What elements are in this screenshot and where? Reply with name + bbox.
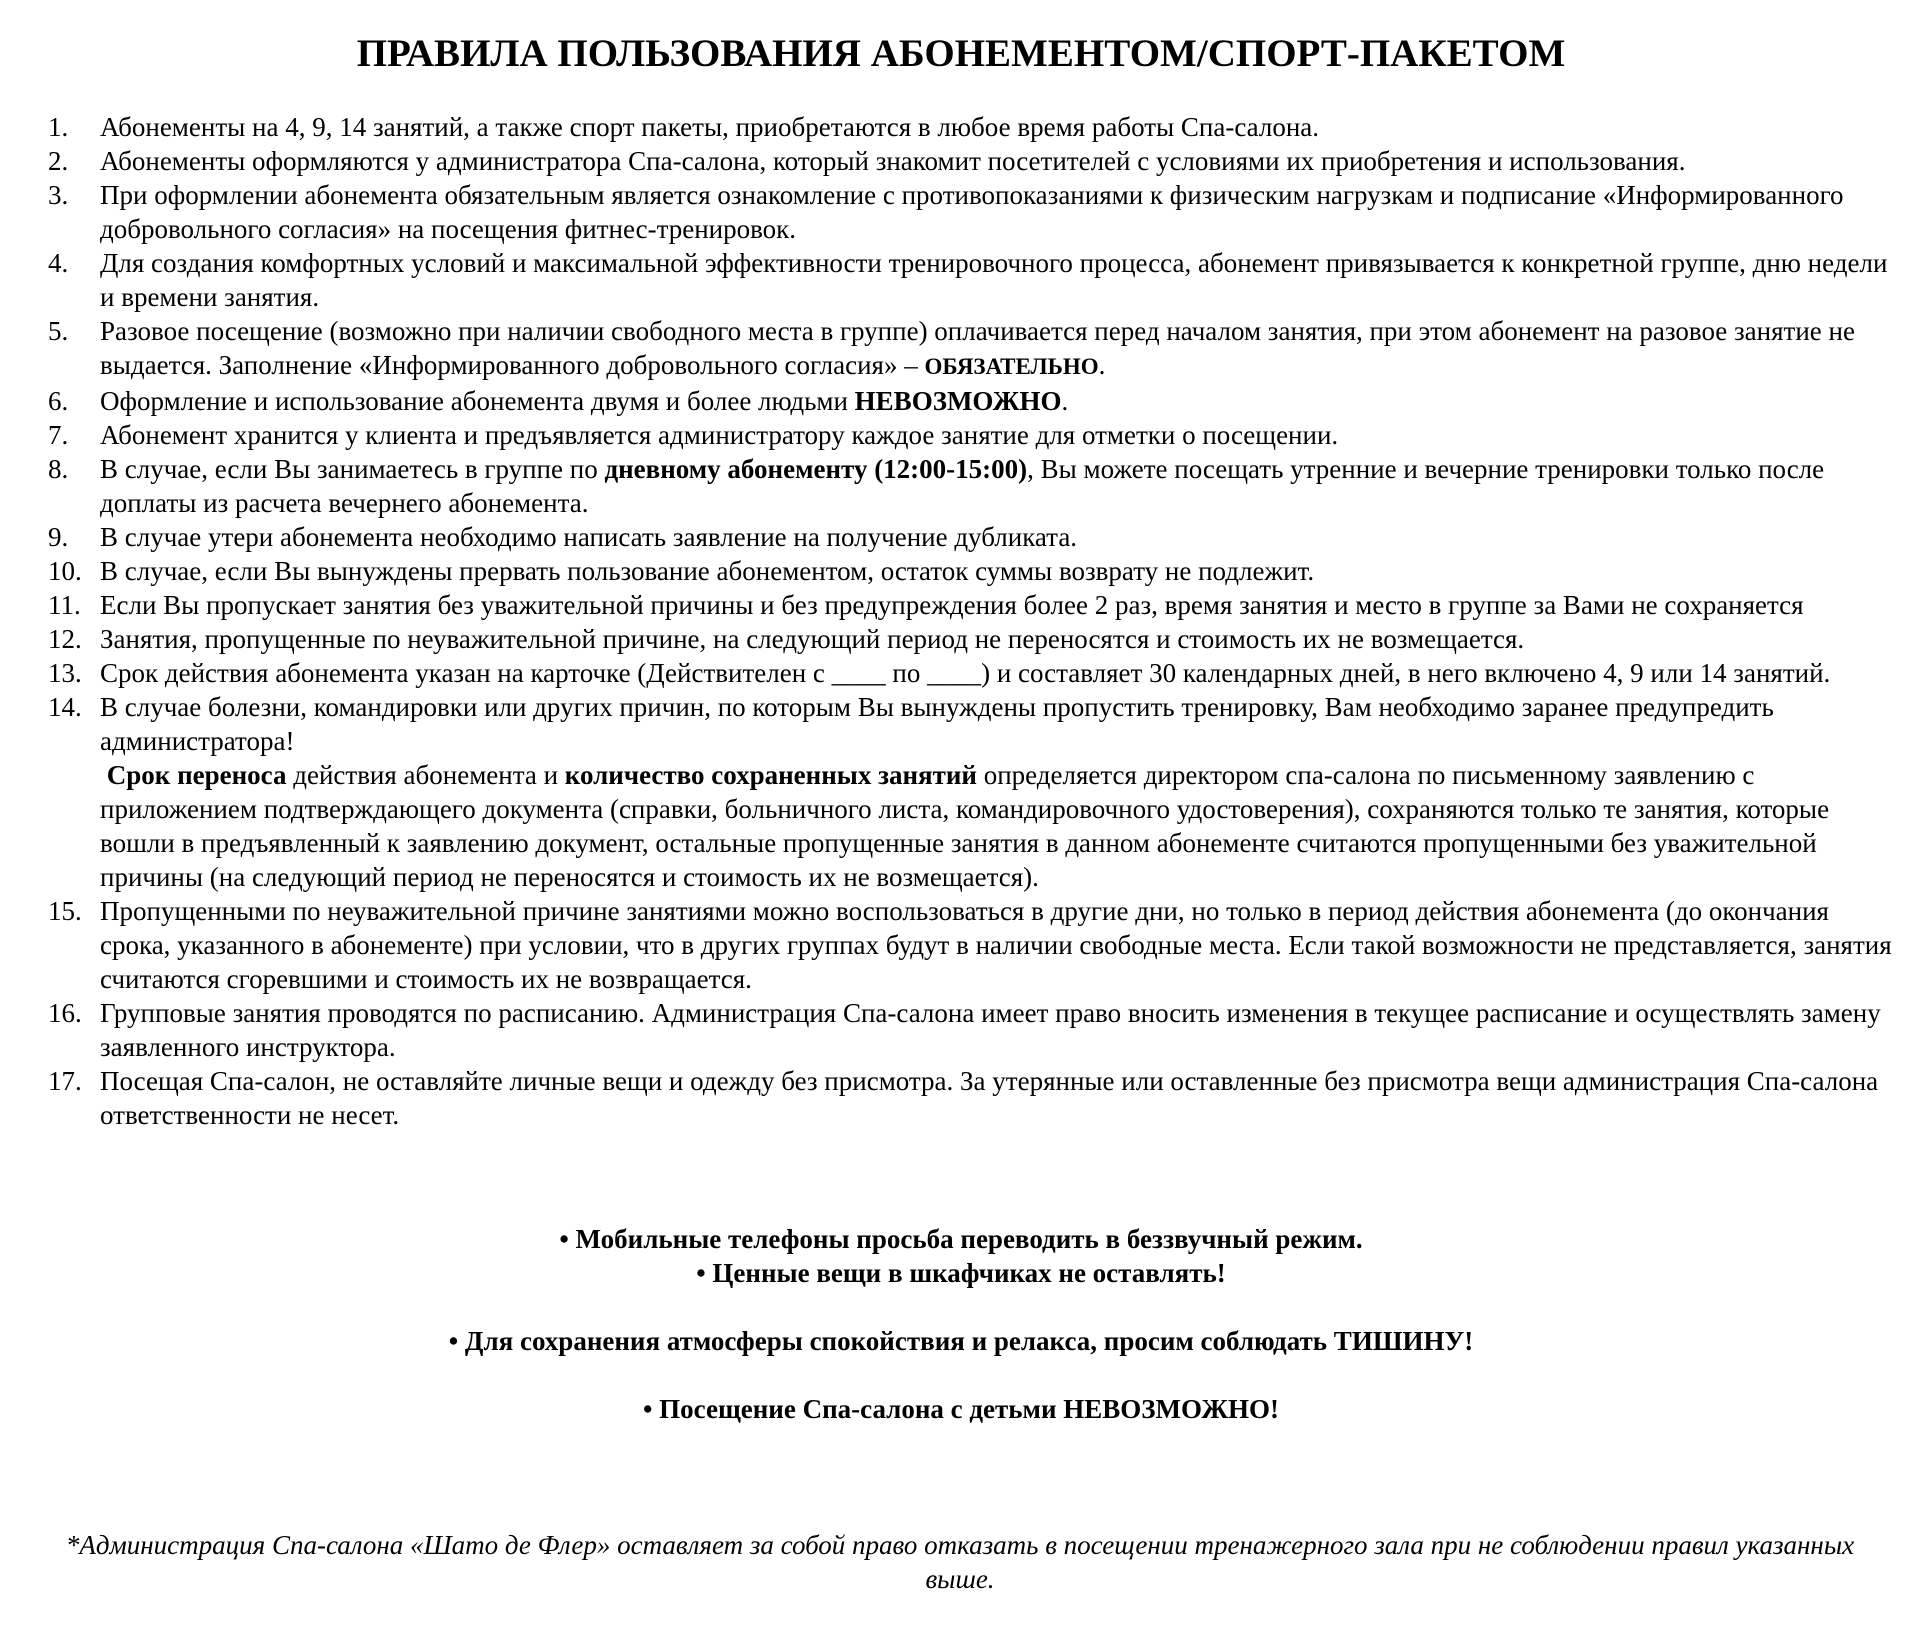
rule-number: 8. bbox=[48, 454, 69, 484]
rule-item-11 bbox=[48, 588, 1898, 622]
rule-text: Абонемент хранится у клиента и предъявляется администратору каждое занятие для отметки о посещении. bbox=[100, 420, 1339, 450]
rule-item-13 bbox=[48, 656, 1898, 690]
rule-number: 7. bbox=[48, 420, 69, 450]
rule-text: При оформлении абонемента обязательным является ознакомление с противопоказаниями к физическим нагрузкам и подписание «Информированного добровольного согласия» на посещения фитнес-тренировок. bbox=[100, 180, 1844, 244]
rule-number: 11. bbox=[48, 590, 81, 620]
rule-number: 3. bbox=[48, 180, 69, 210]
rule-number: 13. bbox=[48, 658, 82, 688]
rule-text: Посещая Спа-салон, не оставляйте личные вещи и одежду без присмотра. За утерянные или оставленные без присмотра вещи администрация Спа-салона ответственности не несет. bbox=[100, 1066, 1879, 1130]
rule-emphasis: ОБЯЗАТЕЛЬНО bbox=[924, 354, 1099, 379]
rule-text-part: действия абонемента и bbox=[286, 760, 565, 790]
rule-number: 4. bbox=[48, 248, 69, 278]
rule-item-5 bbox=[48, 314, 1898, 384]
rule-text: Абонементы оформляются у администратора Спа-салона, который знакомит посетителей с условиями их приобретения и использования. bbox=[100, 146, 1686, 176]
rule-item-14 bbox=[48, 690, 1898, 894]
note-phones: • Мобильные телефоны просьба переводить в беззвучный режим. bbox=[559, 1224, 1363, 1254]
note-silence: • Для сохранения атмосферы спокойствия и релакса, просим соблюдать ТИШИНУ! bbox=[448, 1326, 1474, 1356]
rule-item-7 bbox=[48, 418, 1898, 452]
rule-item-1 bbox=[48, 110, 1898, 144]
rule-text-part: Разовое посещение (возможно при наличии свободного места в группе) оплачивается перед началом занятия, при этом абонемент на разовое занятие не выдается. Заполнение «Информированного добровольного согласия» – bbox=[100, 316, 1855, 380]
rule-item-6 bbox=[48, 384, 1898, 418]
rules-list bbox=[48, 110, 1898, 1132]
rule-item-8 bbox=[48, 452, 1898, 520]
rule-text: Занятия, пропущенные по неуважительной причине, на следующий период не переносятся и стоимость их не возмещается. bbox=[100, 624, 1525, 654]
rule-text: Абонементы на 4, 9, 14 занятий, а также спорт пакеты, приобретаются в любое время работы Спа-салона. bbox=[100, 112, 1320, 142]
rule-text: Пропущенными по неуважительной причине занятиями можно воспользоваться в другие дни, но только в период действия абонемента (до окончания срока, указанного в абонементе) при условии, что в других группах будут в наличии свободные места. Если такой возможности не представляется, занятия считаются сгоревшими и стоимость их не возвращается. bbox=[100, 896, 1892, 994]
rule-item-15 bbox=[48, 894, 1898, 996]
rule-text-part: определяется директором спа-салона по письменному заявлению с приложением подтверждающего документа (справки, больничного листа, командировочного удостоверения), сохраняются только те занятия, которые вошли в предъявленный к заявлению документ, остальные пропущенные занятия в данном абонементе считаются пропущенными без уважительной причины (на следующий период не переносятся и стоимость их не возмещается). bbox=[100, 760, 1830, 892]
rule-item-2 bbox=[48, 144, 1898, 178]
rule-item-3 bbox=[48, 178, 1898, 246]
rule-item-12 bbox=[48, 622, 1898, 656]
rule-emphasis: дневному абонементу (12:00-15:00) bbox=[604, 454, 1028, 484]
rule-text: Если Вы пропускает занятия без уважительной причины и без предупреждения более 2 раз, время занятия и место в группе за Вами не сохраняется bbox=[100, 590, 1804, 620]
rule-number: 15. bbox=[48, 896, 82, 926]
rule-text: Срок действия абонемента указан на карточке (Действителен с ____ по ____) и составляет 30 календарных дней, в него включено 4, 9 или 14 занятий. bbox=[100, 658, 1831, 688]
notes-spacer bbox=[0, 1358, 1922, 1392]
rule-number: 14. bbox=[48, 692, 82, 722]
rule-text-part: В случае, если Вы занимаетесь в группе по bbox=[100, 454, 605, 484]
rule-number: 1. bbox=[48, 112, 69, 142]
rule-number: 10. bbox=[48, 556, 82, 586]
rule-item-16 bbox=[48, 996, 1898, 1064]
rule-text: Для создания комфортных условий и максимальной эффективности тренировочного процесса, абонемент привязывается к конкретной группе, дню недели и времени занятия. bbox=[100, 248, 1888, 312]
note-children: • Посещение Спа-салона с детьми НЕВОЗМОЖНО! bbox=[642, 1394, 1280, 1424]
rule-number: 9. bbox=[48, 522, 69, 552]
rule-continuation bbox=[100, 758, 1898, 894]
rule-text bbox=[100, 454, 1824, 518]
rule-emphasis: Срок переноса bbox=[106, 760, 287, 790]
rule-number: 2. bbox=[48, 146, 69, 176]
rule-text: В случае болезни, командировки или других причин, по которым Вы вынуждены пропустить тренировку, Вам необходимо заранее предупредить администратора! bbox=[100, 692, 1774, 756]
rule-text-part: . bbox=[1061, 386, 1069, 416]
note-valuables: • Ценные вещи в шкафчиках не оставлять! bbox=[696, 1258, 1226, 1288]
rule-text: В случае утери абонемента необходимо написать заявление на получение дубликата. bbox=[100, 522, 1078, 552]
rule-text-part: Оформление и использование абонемента двумя и более людьми bbox=[100, 386, 855, 416]
rule-text-part: , Вы можете посещать утренние и вечерние тренировки только после доплаты из расчета вечернего абонемента. bbox=[100, 454, 1825, 518]
rule-number: 17. bbox=[48, 1066, 82, 1096]
notes-block bbox=[0, 1222, 1922, 1426]
rule-text bbox=[100, 386, 1068, 416]
rule-number: 16. bbox=[48, 998, 82, 1028]
rule-item-9 bbox=[48, 520, 1898, 554]
rule-text-part: . bbox=[1098, 350, 1106, 380]
rule-text: Групповые занятия проводятся по расписанию. Администрация Спа-салона имеет право вносить изменения в текущее расписание и осуществлять замену заявленного инструктора. bbox=[100, 998, 1881, 1062]
rule-number: 5. bbox=[48, 316, 69, 346]
rule-text bbox=[100, 316, 1855, 380]
rule-emphasis: НЕВОЗМОЖНО bbox=[854, 386, 1062, 416]
rule-item-10 bbox=[48, 554, 1898, 588]
rule-number: 12. bbox=[48, 624, 82, 654]
rule-item-4 bbox=[48, 246, 1898, 314]
rule-text: В случае, если Вы вынуждены прервать пользование абонементом, остаток суммы возврату не подлежит. bbox=[100, 556, 1315, 586]
rule-number: 6. bbox=[48, 386, 69, 416]
rule-item-17 bbox=[48, 1064, 1898, 1132]
notes-spacer bbox=[0, 1290, 1922, 1324]
page-title: ПРАВИЛА ПОЛЬЗОВАНИЯ АБОНЕМЕНТОМ/СПОРТ-ПАКЕТОМ bbox=[356, 32, 1566, 75]
footnote: *Администрация Спа-салона «Шато де Флер» оставляет за собой право отказать в посещении тренажерного зала при не соблюдении правил указанных выше. bbox=[65, 1530, 1855, 1594]
rule-emphasis: количество сохраненных занятий bbox=[564, 760, 977, 790]
